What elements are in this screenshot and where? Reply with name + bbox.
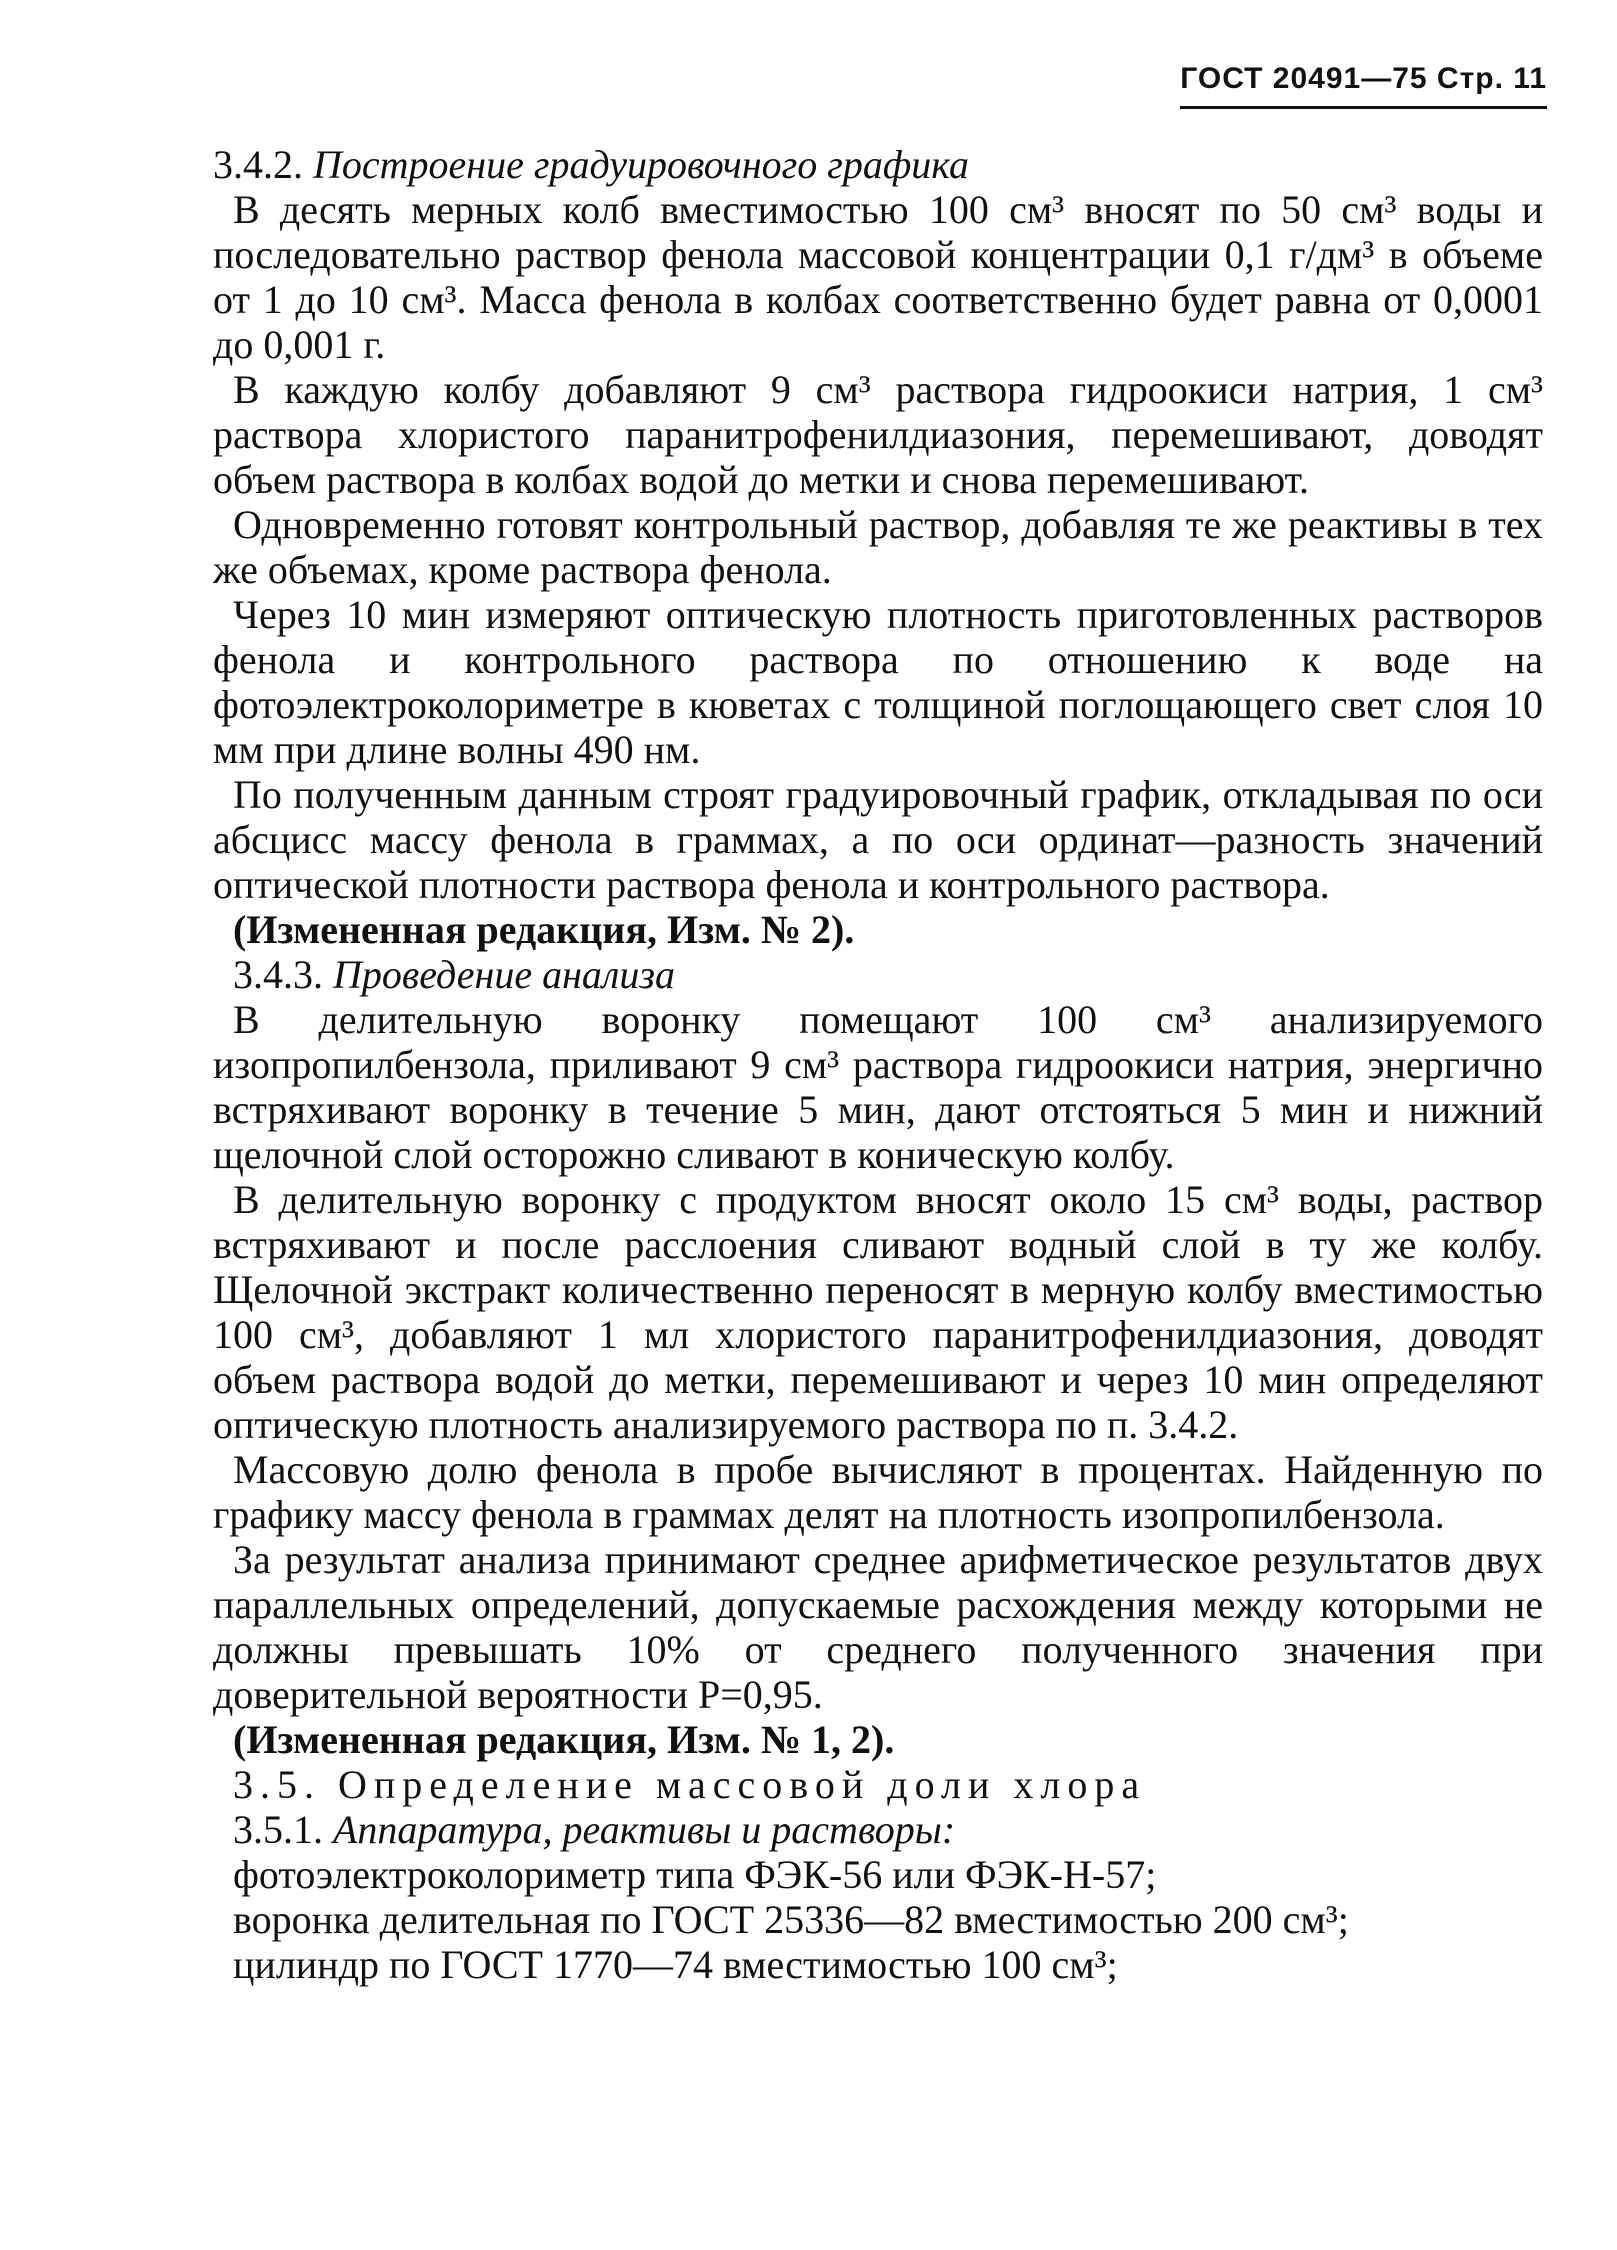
list-item: воронка делительная по ГОСТ 25336—82 вместимостью 200 см³; xyxy=(233,1897,1349,1942)
paragraph: За результат анализа принимают среднее арифметическое результатов двух параллельных определений, допускаемые расхождения между которыми не должны превышать 10% от среднего полученного значения при доверительной вероятности Р=0,95. xyxy=(213,1537,1543,1717)
section-3-4-2-heading xyxy=(213,142,1543,187)
list-item: цилиндр по ГОСТ 1770—74 вместимостью 100 см³; xyxy=(233,1942,1118,1987)
paragraph: Массовую долю фенола в пробе вычисляют в процентах. Найденную по графику массу фенола в граммах делят на плотность изопропилбензола. xyxy=(213,1447,1543,1537)
section-3-5-1-heading xyxy=(213,1807,1543,1852)
paragraph: По полученным данным строят градуировочный график, откладывая по оси абсцисс массу фенола в граммах, а по оси ординат—разность значений оптической плотности раствора фенола и контрольного раствора. xyxy=(213,772,1543,907)
list-item: фотоэлектроколориметр типа ФЭК-56 или ФЭК-Н-57; xyxy=(233,1852,1157,1897)
section-number: 3.5.1. xyxy=(233,1807,323,1852)
document-body xyxy=(213,142,1543,1987)
section-number: 3.4.2. xyxy=(213,142,303,187)
amendment-note: (Измененная редакция, Изм. № 2). xyxy=(233,907,855,952)
section-title: Аппаратура, реактивы и растворы: xyxy=(333,1807,956,1852)
section-3-4-3-heading xyxy=(213,952,1543,997)
amendment-note: (Измененная редакция, Изм. № 1, 2). xyxy=(233,1717,895,1762)
paragraph: Через 10 мин измеряют оптическую плотность приготовленных растворов фенола и контрольного раствора по отношению к воде на фотоэлектроколориметре в кюветах с толщиной поглощающего свет слоя 10 мм при длине волны 490 нм. xyxy=(213,592,1543,772)
section-title: Построение градуировочного графика xyxy=(313,142,969,187)
section-number: 3.4.3. xyxy=(233,952,323,997)
page-header: ГОСТ 20491—75 Стр. 11 xyxy=(1180,62,1547,109)
section-title: Проведение анализа xyxy=(333,952,675,997)
paragraph: В десять мерных колб вместимостью 100 см³ вносят по 50 см³ воды и последовательно раствор фенола массовой концентрации 0,1 г/дм³ в объеме от 1 до 10 см³. Масса фенола в колбах соответственно будет равна от 0,0001 до 0,001 г. xyxy=(213,187,1543,367)
paragraph: В делительную воронку помещают 100 см³ анализируемого изопропилбензола, приливают 9 см³ раствора гидроокиси натрия, энергично встряхивают воронку в течение 5 мин, дают отстояться 5 мин и нижний щелочной слой осторожно сливают в коническую колбу. xyxy=(213,997,1543,1177)
paragraph: В каждую колбу добавляют 9 см³ раствора гидроокиси натрия, 1 см³ раствора хлористого паранитрофенилдиазония, перемешивают, доводят объем раствора в колбах водой до метки и снова перемешивают. xyxy=(213,367,1543,502)
section-3-5-heading: 3.5. Определение массовой доли хлора xyxy=(233,1762,1147,1807)
paragraph: В делительную воронку с продуктом вносят около 15 см³ воды, раствор встряхивают и после расслоения сливают водный слой в ту же колбу. Щелочной экстракт количественно переносят в мерную колбу вместимостью 100 см³, добавляют 1 мл хлористого паранитрофенилдиазония, доводят объем раствора водой до метки, перемешивают и через 10 мин определяют оптическую плотность анализируемого раствора по п. 3.4.2. xyxy=(213,1177,1543,1447)
paragraph: Одновременно готовят контрольный раствор, добавляя те же реактивы в тех же объемах, кроме раствора фенола. xyxy=(213,502,1543,592)
